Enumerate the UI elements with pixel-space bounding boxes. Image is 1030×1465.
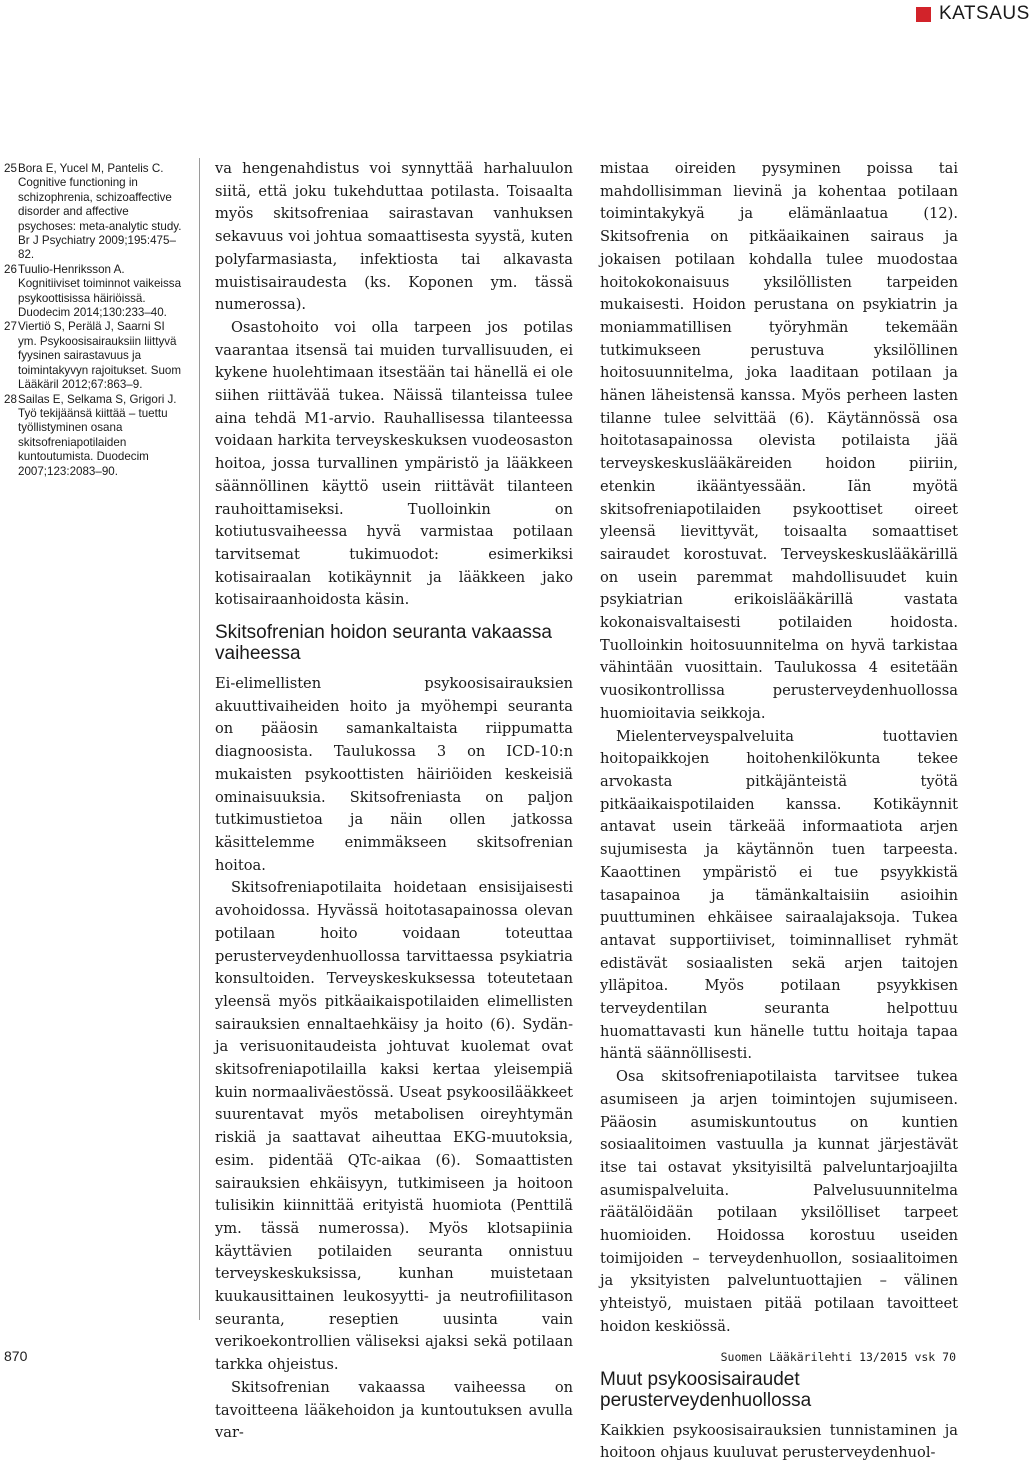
article-column-left — [215, 158, 573, 1445]
reference-text: Bora E, Yucel M, Pantelis C. Cognitive functioning in schizophrenia, schizoaffective disorder and affective psychoses: meta-analytic study. Br J Psychiatry 2009;195:475–82. — [18, 162, 182, 262]
reference-item — [4, 263, 184, 321]
page-number: 870 — [4, 1348, 28, 1364]
section-heading: Muut psykoosisairaudet perusterveydenhuollossa — [600, 1368, 812, 1411]
body-paragraph: Osa skitsofreniapotilaista tarvitsee tukea asumiseen ja arjen toimintojen sujumiseen. Pääosin asumiskuntoutus on kuntien sosiaalitoimen vastuulla ja kunnat järjestävät itse tai ostavat yksityisiltä palveluntarjoajilta asumispalveluita. Palvelusuunnitelma räätälöidään potilaan yksilölliset tarpeet huomioiden. Hoidossa korostuu useiden toimijoiden – terveydenhuollon, sosiaalitoimen ja yksityisten palveluntuottajien – välinen yhteistyö, muistaen pitää potilaan tavoitteet hoidon keskiössä. — [600, 1068, 958, 1335]
body-paragraph: Skitsofreniapotilaita hoidetaan ensisijaisesti avohoidossa. Hyvässä hoitotasapainossa olevan potilaan hoito voidaan toteuttaa perusterveydenhuollossa tarvittaessa psykiatria konsultoiden. Terveyskeskuksessa toteutetaan yleensä myös pitkäaikaispotilaiden elimellisten sairauksien ennaltaehkäisy ja hoito (6). Sydän- ja verisuonitaudeista johtuvat kuolemat ovat skitsofreniapotilailla kaksi kertaa yleisempiä kuin normaaliväestössä. Useat psykoosilääkkeet suurentavat myös metabolisen oireyhtymän riskiä ja saattavat aiheuttaa EKG-muutoksia, esim. pidentää QTc-aikaa (6). Somaattisten sairauksien ehkäisyyn, tutkimiseen ja hoitoon tulisikin kiinnittää erityistä huomiota (Penttilä ym. tässä numerossa). Myös klotsapiinia käyttävien potilaiden seuranta onnistuu terveyskeskuksissa, kunhan muistetaan kuukausittainen leukosyytti- ja neutrofiilitason seuranta, reseptien uusinta vain verikoekontrollien väliseksi ajaksi sekä potilaan tarkka ohjeistus. — [215, 879, 573, 1374]
journal-info: Suomen Lääkärilehti 13/2015 vsk 70 — [720, 1350, 956, 1364]
section-marker-square — [916, 7, 931, 22]
body-paragraph: Kaikkien psykoosisairauksien tunnistaminen ja hoitoon ohjaus kuuluvat perusterveydenhuol- — [600, 1421, 958, 1462]
body-paragraph: Osastohoito voi olla tarpeen jos potilas vaarantaa itsensä tai muiden turvallisuuden, ei kykene huolehtimaan itsestään tai hänellä ei ole siihen riittävää tukea. Näissä tilanteissa tulee aina tehdä M1-arvio. Rauhallisessa tilanteessa voidaan harkita terveyskeskuksen vuodeosaston hoitoa, jossa turvallinen ympäristö ja lääkkeen säännöllinen käyttö usein riittävät tilanteen rauhoittamiseksi. Tuolloinkin on kotiutusvaiheessa hyvä varmistaa potilaan tarvitsemat tukimuodot: esimerkiksi kotisairaalan kotikäynnit ja lääkkeen jako kotisairaanhoidosta käsin. — [215, 318, 573, 609]
section-header — [916, 3, 1030, 25]
reference-number: 26 — [4, 262, 17, 276]
body-paragraph: mistaa oireiden pysyminen poissa tai mahdollisimman lievinä ja kohentaa potilaan toimintakykyä ja elämänlaatua (12). Skitsofrenia on pitkäaikainen sairaus ja jokaisen potilaan kohdalla tulee muodostaa hoitokokonaisuus yksilöllisten tarpeiden mukaisesti. Hoidon perustana on psykiatrin ja moniammatillisen työryhmän tekemään tutkimukseen perustuva yksilöllinen hoitosuunnitelma, joka laaditaan potilaan ja hänen läheistensä kanssa. Myös perheen lasten tilanne tulee selvittää (6). Käytännössä osa hoitotasapainossa olevista potilaista jää terveyskeskuslääkäreiden hoidon piiriin, etenkin ikääntyessään. Iän myötä skitsofreniapotilaiden psykoottiset oireet yleensä lievittyvät, toisaalta somaattiset sairaudet korostuvat. Terveyskeskuslääkärillä on usein paremmat mahdollisuudet kuin psykiatrian erikoislääkärillä vastata kokonaisvaltaisesti potilaiden hoidosta. Tuolloinkin hoitosuunnitelma on hyvä tarkistaa vähintään vuosittain. Taulukossa 4 esitetään vuosikontrollissa perusterveydenhuollossa huomioitavia seikkoja. — [600, 160, 958, 722]
reference-number: 27 — [4, 320, 17, 334]
body-paragraph: Ei-elimellisten psykoosisairauksien akuuttivaiheiden hoito ja myöhempi seuranta on pääosin samankaltaista riippumatta diagnoosista. Taulukossa 3 on ICD-10:n mukaisten psykoottisten häiriöiden keskeisiä ominaisuuksia. Skitsofreniasta on paljon tutkimustietoa ja näin ollen jatkossa käsittelemme enimmäkseen skitsofrenian hoitoa. — [215, 675, 573, 874]
reference-list — [4, 162, 184, 479]
reference-number: 25 — [4, 162, 17, 175]
column-divider — [199, 158, 200, 1320]
reference-number: 28 — [4, 392, 17, 406]
section-title: KATSAUS — [939, 3, 1030, 24]
body-paragraph: Mielenterveyspalveluita tuottavien hoitopaikkojen hoitohenkilökunta tekee arvokasta pitkäjänteistä työtä pitkäaikaispotilaiden kanssa. Kotikäynnit antavat usein tärkeää informaatiota arjen sujumisesta ja käytännön tuen tarpeesta. Kaaottinen ympäristö ei tue psyykkistä tasapainoa ja tämänkaltaisiin asioihin puuttuminen ehkäisee sairaalajaksoja. Tukea antavat supportiiviset, toiminnalliset ryhmät edistävät sosiaalisten sekä arjen taitojen ylläpitoa. Myös potilaan psyykkisen terveydentilan seuranta helpottuu huomattavasti kun hänelle tuttu hoitaja tapaa häntä säännöllisesti. — [600, 727, 958, 1063]
reference-text: Viertiö S, Perälä J, Saarni SI ym. Psykoosisairauksiin liittyvä fyysinen sairastavuus ja toimintakyvyn rajoitukset. Suom Lääkäril 2012;67:863–9. — [18, 320, 182, 392]
reference-item — [4, 162, 184, 263]
body-paragraph: va hengenahdistus voi synnyttää harhaluulon siitä, että joku tukehduttaa potilasta. Toisaalta myös skitsofreniaa sairastavan vanhuksen sekavuus voi johtua somaattisesta syystä, kuten polyfarmasiasta, infektiosta tai alkavasta muistisairaudesta (ks. Koponen ym. tässä numerossa). — [215, 160, 573, 314]
reference-text: Tuulio-Henriksson A. Kognitiiviset toiminnot vaikeissa psykoottisissa häiriöissä. Duodecim 2014;130:233–40. — [18, 262, 182, 320]
reference-text: Sailas E, Selkama S, Grigori J. Työ tekijäänsä kiittää – tuettu työllistyminen osana skitsofreniapotilaiden kuntoutumista. Duodecim 2007;123:2083–90. — [18, 392, 177, 478]
section-heading: Skitsofrenian hoidon seuranta vakaassa vaiheessa — [215, 622, 552, 665]
reference-item — [4, 320, 184, 392]
body-paragraph: Skitsofrenian vakaassa vaiheessa on tavoitteena lääkehoidon ja kuntoutuksen avulla var- — [215, 1378, 573, 1442]
reference-item — [4, 393, 184, 479]
article-column-right — [600, 158, 958, 1465]
